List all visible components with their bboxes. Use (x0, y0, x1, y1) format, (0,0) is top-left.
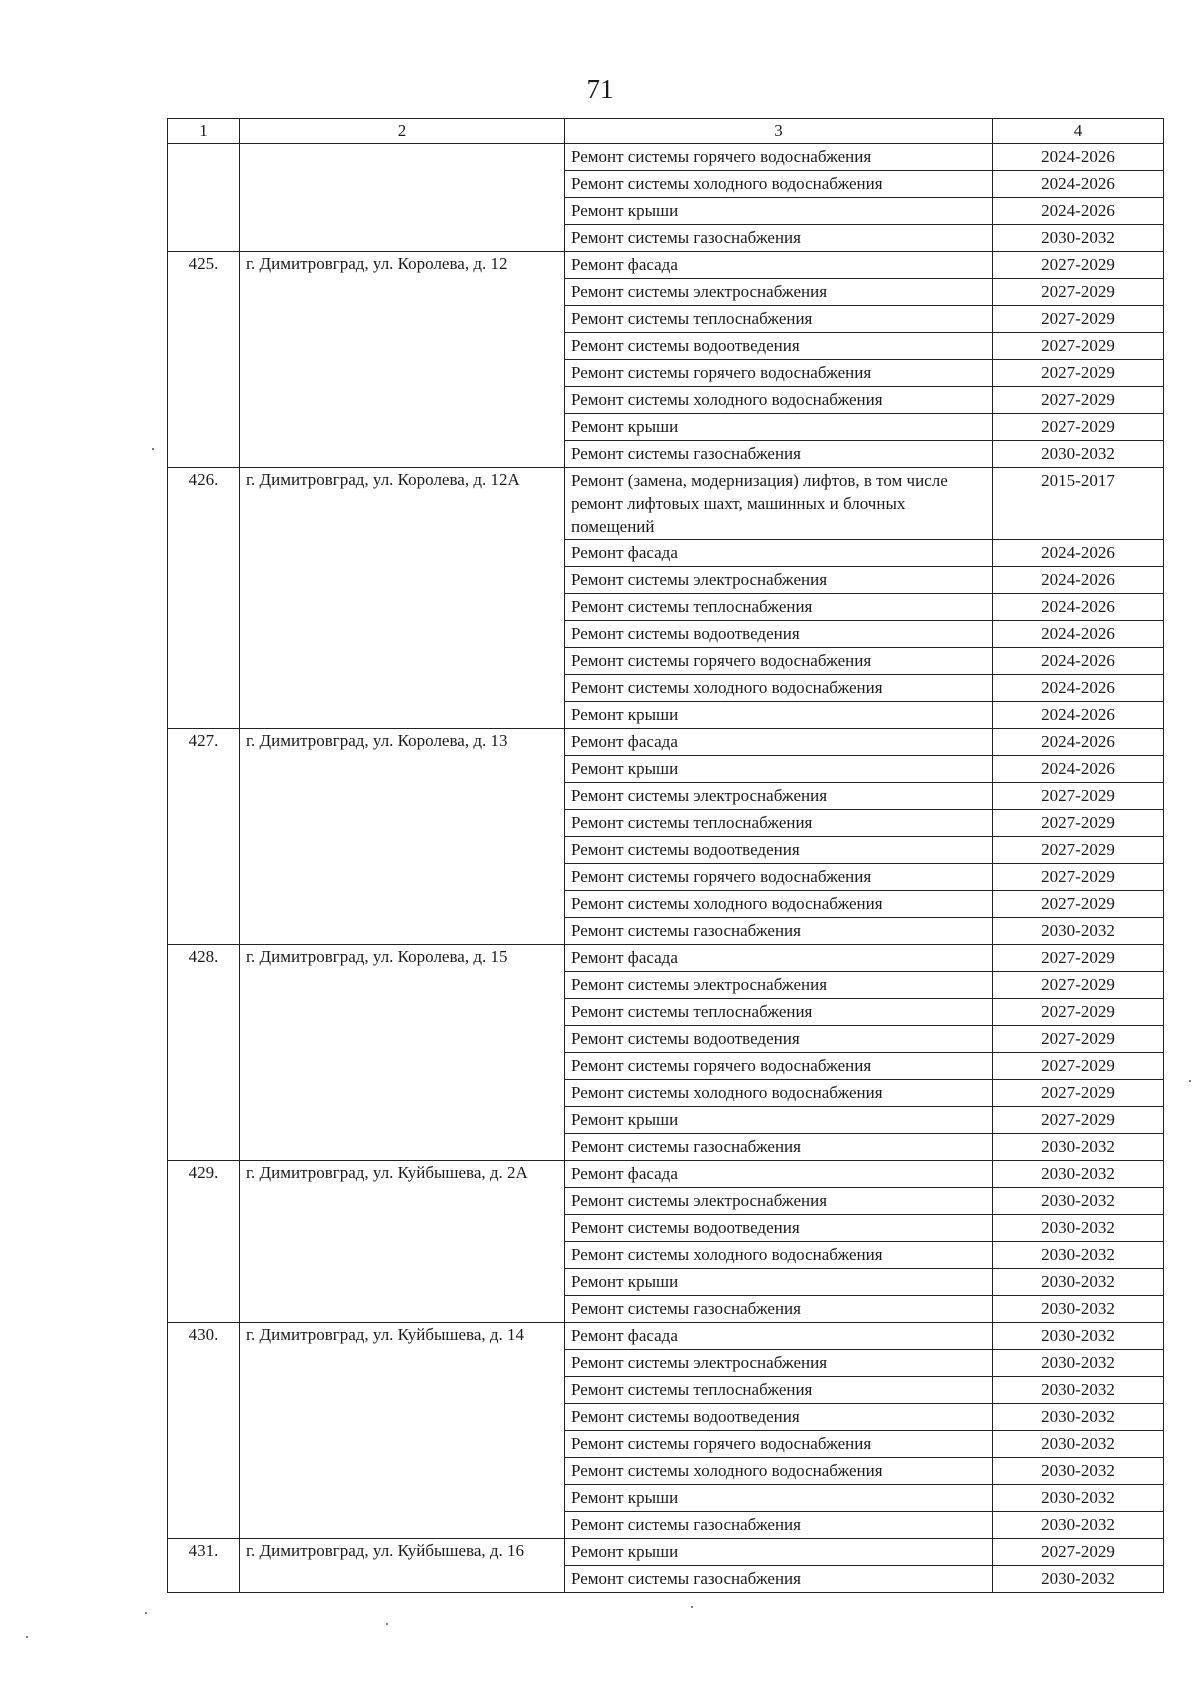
object-address: г. Димитровград, ул. Куйбышева, д. 16 (240, 1539, 565, 1593)
work-type: Ремонт системы электроснабжения (565, 279, 993, 306)
scan-speck (691, 1606, 693, 1608)
work-type: Ремонт системы водоотведения (565, 837, 993, 864)
work-type: Ремонт системы газоснабжения (565, 918, 993, 945)
work-period: 2030-2032 (993, 1350, 1164, 1377)
work-type: Ремонт системы газоснабжения (565, 441, 993, 468)
work-period: 2027-2029 (993, 999, 1164, 1026)
work-period: 2027-2029 (993, 333, 1164, 360)
work-type: Ремонт системы теплоснабжения (565, 1377, 993, 1404)
work-type: Ремонт системы газоснабжения (565, 1134, 993, 1161)
work-type: Ремонт системы горячего водоснабжения (565, 1431, 993, 1458)
table-row (168, 144, 1164, 171)
work-period: 2024-2026 (993, 171, 1164, 198)
work-type: Ремонт (замена, модернизация) лифтов, в том числе ремонт лифтовых шахт, машинных и блочных помещений (565, 468, 993, 540)
work-period: 2027-2029 (993, 414, 1164, 441)
column-header-work: 3 (565, 119, 993, 144)
work-period: 2030-2032 (993, 1161, 1164, 1188)
object-number: 429. (168, 1161, 240, 1323)
work-period: 2030-2032 (993, 1269, 1164, 1296)
work-period: 2027-2029 (993, 306, 1164, 333)
work-type: Ремонт крыши (565, 1539, 993, 1566)
work-period: 2027-2029 (993, 864, 1164, 891)
repair-schedule-table (167, 118, 1164, 1593)
work-period: 2030-2032 (993, 1512, 1164, 1539)
work-type: Ремонт системы горячего водоснабжения (565, 1053, 993, 1080)
work-period: 2027-2029 (993, 783, 1164, 810)
column-header-period: 4 (993, 119, 1164, 144)
work-type: Ремонт системы газоснабжения (565, 1512, 993, 1539)
work-period: 2030-2032 (993, 1566, 1164, 1593)
scan-speck (26, 1636, 28, 1638)
work-period: 2030-2032 (993, 1485, 1164, 1512)
column-header-address: 2 (240, 119, 565, 144)
work-period: 2030-2032 (993, 1296, 1164, 1323)
table-row (168, 729, 1164, 756)
work-type: Ремонт системы холодного водоснабжения (565, 387, 993, 414)
work-period: 2027-2029 (993, 1026, 1164, 1053)
work-period: 2030-2032 (993, 1323, 1164, 1350)
object-address: г. Димитровград, ул. Куйбышева, д. 14 (240, 1323, 565, 1539)
work-type: Ремонт системы горячего водоснабжения (565, 360, 993, 387)
object-number: 428. (168, 945, 240, 1161)
work-type: Ремонт системы теплоснабжения (565, 810, 993, 837)
work-type: Ремонт фасада (565, 252, 993, 279)
work-type: Ремонт системы водоотведения (565, 1215, 993, 1242)
work-period: 2024-2026 (993, 729, 1164, 756)
object-number: 426. (168, 468, 240, 729)
work-period: 2027-2029 (993, 252, 1164, 279)
column-header-number: 1 (168, 119, 240, 144)
header-row (168, 119, 1164, 144)
work-type: Ремонт системы водоотведения (565, 621, 993, 648)
work-type: Ремонт системы горячего водоснабжения (565, 144, 993, 171)
object-address: г. Димитровград, ул. Королева, д. 15 (240, 945, 565, 1161)
scan-speck (386, 1623, 388, 1625)
work-type: Ремонт фасада (565, 729, 993, 756)
object-number: 430. (168, 1323, 240, 1539)
work-period: 2030-2032 (993, 225, 1164, 252)
work-period: 2030-2032 (993, 441, 1164, 468)
work-type: Ремонт фасада (565, 945, 993, 972)
object-number (168, 144, 240, 252)
work-type: Ремонт системы газоснабжения (565, 225, 993, 252)
work-period: 2024-2026 (993, 756, 1164, 783)
work-type: Ремонт фасада (565, 1161, 993, 1188)
work-type: Ремонт крыши (565, 198, 993, 225)
work-type: Ремонт системы водоотведения (565, 333, 993, 360)
work-type: Ремонт крыши (565, 1107, 993, 1134)
object-address (240, 144, 565, 252)
work-type: Ремонт системы горячего водоснабжения (565, 864, 993, 891)
work-type: Ремонт системы горячего водоснабжения (565, 648, 993, 675)
scan-speck (145, 1612, 147, 1614)
work-period: 2027-2029 (993, 1080, 1164, 1107)
work-period: 2024-2026 (993, 675, 1164, 702)
work-type: Ремонт системы водоотведения (565, 1404, 993, 1431)
work-period: 2024-2026 (993, 648, 1164, 675)
work-type: Ремонт системы холодного водоснабжения (565, 675, 993, 702)
work-period: 2030-2032 (993, 1188, 1164, 1215)
work-period: 2027-2029 (993, 1107, 1164, 1134)
object-number: 431. (168, 1539, 240, 1593)
work-period: 2024-2026 (993, 144, 1164, 171)
work-type: Ремонт крыши (565, 414, 993, 441)
work-period: 2015-2017 (993, 468, 1164, 540)
work-type: Ремонт системы газоснабжения (565, 1296, 993, 1323)
work-type: Ремонт системы электроснабжения (565, 567, 993, 594)
work-type: Ремонт системы водоотведения (565, 1026, 993, 1053)
work-period: 2030-2032 (993, 1458, 1164, 1485)
work-period: 2027-2029 (993, 972, 1164, 999)
table-row (168, 945, 1164, 972)
work-type: Ремонт крыши (565, 702, 993, 729)
work-period: 2030-2032 (993, 1134, 1164, 1161)
work-type: Ремонт системы холодного водоснабжения (565, 891, 993, 918)
work-type: Ремонт системы теплоснабжения (565, 306, 993, 333)
work-type: Ремонт системы газоснабжения (565, 1566, 993, 1593)
work-type: Ремонт крыши (565, 1485, 993, 1512)
work-period: 2024-2026 (993, 567, 1164, 594)
table-row (168, 1161, 1164, 1188)
work-period: 2030-2032 (993, 1404, 1164, 1431)
work-type: Ремонт системы холодного водоснабжения (565, 1080, 993, 1107)
work-type: Ремонт системы теплоснабжения (565, 999, 993, 1026)
object-number: 427. (168, 729, 240, 945)
work-period: 2024-2026 (993, 540, 1164, 567)
work-type: Ремонт системы холодного водоснабжения (565, 1458, 993, 1485)
work-type: Ремонт системы холодного водоснабжения (565, 1242, 993, 1269)
work-type: Ремонт крыши (565, 1269, 993, 1296)
work-period: 2027-2029 (993, 945, 1164, 972)
work-type: Ремонт системы электроснабжения (565, 1350, 993, 1377)
work-type: Ремонт системы электроснабжения (565, 972, 993, 999)
table-row (168, 1539, 1164, 1566)
work-type: Ремонт системы теплоснабжения (565, 594, 993, 621)
work-period: 2024-2026 (993, 594, 1164, 621)
object-number: 425. (168, 252, 240, 468)
work-type: Ремонт системы электроснабжения (565, 1188, 993, 1215)
work-period: 2030-2032 (993, 1377, 1164, 1404)
work-type: Ремонт системы электроснабжения (565, 783, 993, 810)
work-type: Ремонт системы холодного водоснабжения (565, 171, 993, 198)
work-period: 2030-2032 (993, 1431, 1164, 1458)
work-period: 2024-2026 (993, 621, 1164, 648)
work-period: 2027-2029 (993, 837, 1164, 864)
work-type: Ремонт крыши (565, 756, 993, 783)
work-period: 2024-2026 (993, 702, 1164, 729)
work-period: 2027-2029 (993, 810, 1164, 837)
work-period: 2030-2032 (993, 1242, 1164, 1269)
page-number: 71 (586, 74, 614, 104)
work-period: 2027-2029 (993, 1053, 1164, 1080)
work-type: Ремонт фасада (565, 540, 993, 567)
table-row (168, 1323, 1164, 1350)
object-address: г. Димитровград, ул. Королева, д. 12А (240, 468, 565, 729)
work-period: 2027-2029 (993, 360, 1164, 387)
scan-speck (152, 448, 154, 450)
work-period: 2030-2032 (993, 1215, 1164, 1242)
work-period: 2024-2026 (993, 198, 1164, 225)
table-row (168, 468, 1164, 540)
table-row (168, 252, 1164, 279)
object-address: г. Димитровград, ул. Королева, д. 12 (240, 252, 565, 468)
work-period: 2027-2029 (993, 387, 1164, 414)
object-address: г. Димитровград, ул. Куйбышева, д. 2А (240, 1161, 565, 1323)
object-address: г. Димитровград, ул. Королева, д. 13 (240, 729, 565, 945)
work-period: 2027-2029 (993, 1539, 1164, 1566)
table-body (168, 144, 1164, 1593)
work-period: 2030-2032 (993, 918, 1164, 945)
work-type: Ремонт фасада (565, 1323, 993, 1350)
scan-speck (1189, 1080, 1191, 1082)
work-period: 2027-2029 (993, 279, 1164, 306)
work-period: 2027-2029 (993, 891, 1164, 918)
